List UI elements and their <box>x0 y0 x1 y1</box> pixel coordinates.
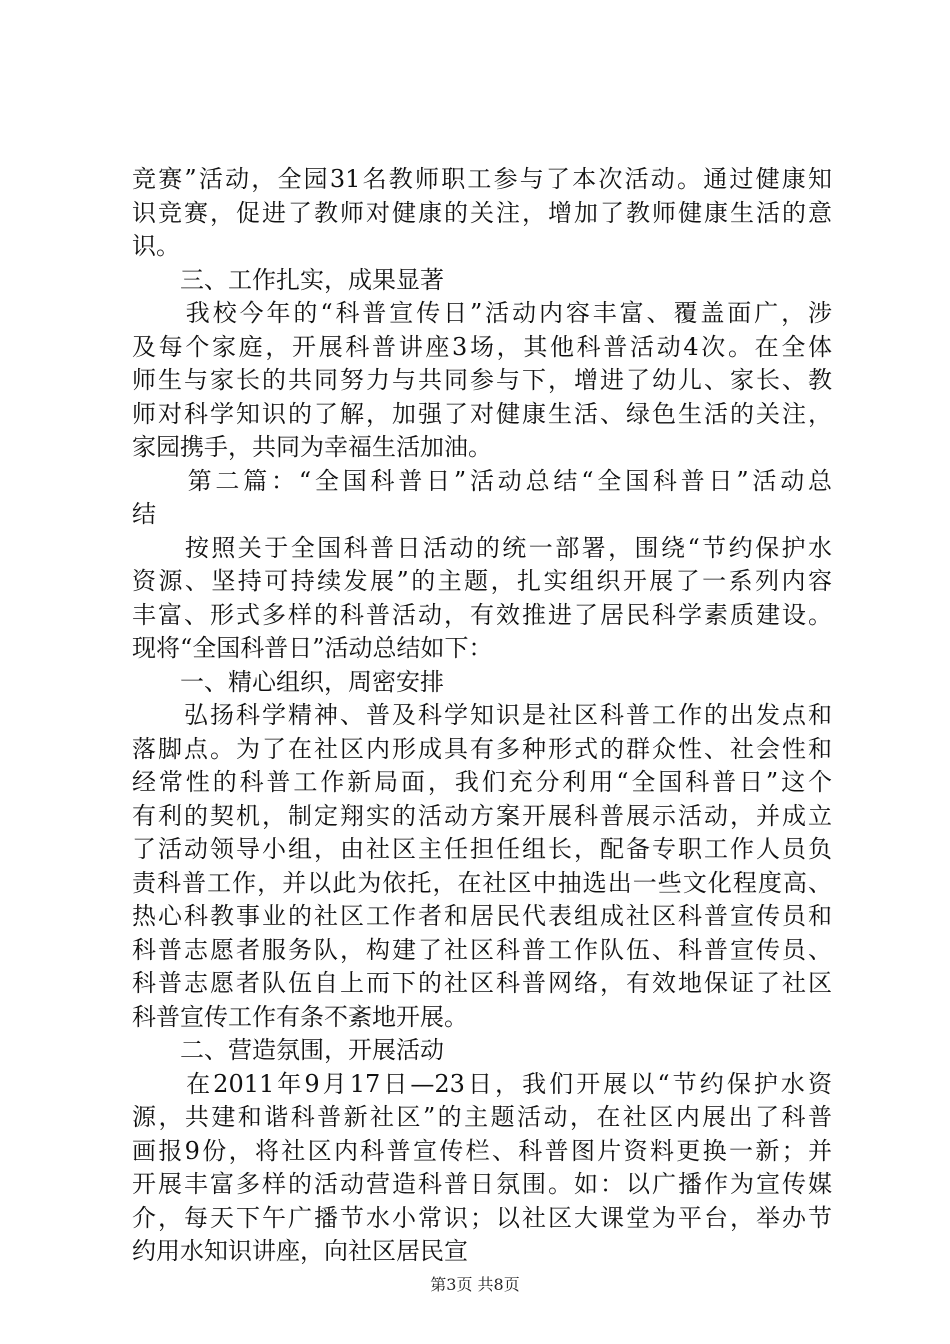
text-line: 有利的契机，制定翔实的活动方案开展科普展示活动，并成立 <box>132 801 832 830</box>
text-line: 责科普工作，并以此为依托，在社区中抽选出一些文化程度高、 <box>132 868 832 897</box>
text-line: 一、精心组织，周密安排 <box>132 667 444 696</box>
text-line: 识竞赛，促进了教师对健康的关注，增加了教师健康生活的意 <box>132 198 832 227</box>
text-line: 科普志愿者队伍自上而下的社区科普网络，有效地保证了社区 <box>132 969 832 997</box>
text-line: 及每个家庭，开展科普讲座3场，其他科普活动4次。在全体 <box>132 332 832 361</box>
text-line: 开展丰富多样的活动营造科普日氛围。如：以广播作为宣传媒 <box>132 1170 832 1198</box>
text-line: 科普志愿者服务队，构建了社区科普工作队伍、科普宣传员、 <box>132 935 832 964</box>
body-text <box>132 163 832 1269</box>
text-line: 资源、坚持可持续发展”的主题，扎实组织开展了一系列内容 <box>132 567 832 595</box>
text-line: 弘扬科学精神、普及科学知识是社区科普工作的出发点和 <box>132 701 832 729</box>
text-line: 了活动领导小组，由社区主任担任组长，配备专职工作人员负 <box>132 835 832 863</box>
text-line: 第二篇：“全国科普日”活动总结“全国科普日”活动总 <box>132 466 832 495</box>
text-line: 约用水知识讲座，向社区居民宣 <box>132 1237 468 1265</box>
text-line: 介，每天下午广播节水小常识；以社区大课堂为平台，举办节 <box>132 1203 832 1232</box>
text-line: 在2011年9月17日—23日，我们开展以“节约保护水资 <box>132 1069 832 1098</box>
text-line: 热心科教事业的社区工作者和居民代表组成社区科普宣传员和 <box>132 902 832 930</box>
text-line: 师对科学知识的了解，加强了对健康生活、绿色生活的关注， <box>132 399 832 428</box>
text-line: 师生与家长的共同努力与共同参与下，增进了幼儿、家长、教 <box>132 366 832 394</box>
text-line: 落脚点。为了在社区内形成具有多种形式的群众性、社会性和 <box>132 734 832 763</box>
text-line: 源，共建和谐科普新社区”的主题活动，在社区内展出了科普 <box>132 1103 832 1131</box>
page-footer: 第3页 共8页 <box>430 1275 520 1294</box>
text-line: 三、工作扎实，成果显著 <box>132 265 444 294</box>
text-line: 丰富、形式多样的科普活动，有效推进了居民科学素质建设。 <box>132 600 832 629</box>
text-line: 结 <box>132 500 156 528</box>
text-line: 识。 <box>132 232 180 260</box>
text-line: 画报9份，将社区内科普宣传栏、科普图片资料更换一新；并 <box>132 1136 832 1165</box>
text-line: 科普宣传工作有条不紊地开展。 <box>132 1002 468 1031</box>
text-line: 家园携手，共同为幸福生活加油。 <box>132 433 492 461</box>
text-line: 经常性的科普工作新局面，我们充分利用“全国科普日”这个 <box>132 768 832 796</box>
text-line: 现将“全国科普日”活动总结如下： <box>132 634 493 662</box>
text-line: 按照关于全国科普日活动的统一部署，围绕“节约保护水 <box>132 533 832 562</box>
text-line: 我校今年的“科普宣传日”活动内容丰富、覆盖面广，涉 <box>132 299 832 327</box>
text-line: 二、营造氛围，开展活动 <box>132 1036 444 1064</box>
text-line: 竞赛”活动，全园31名教师职工参与了本次活动。通过健康知 <box>132 165 832 193</box>
